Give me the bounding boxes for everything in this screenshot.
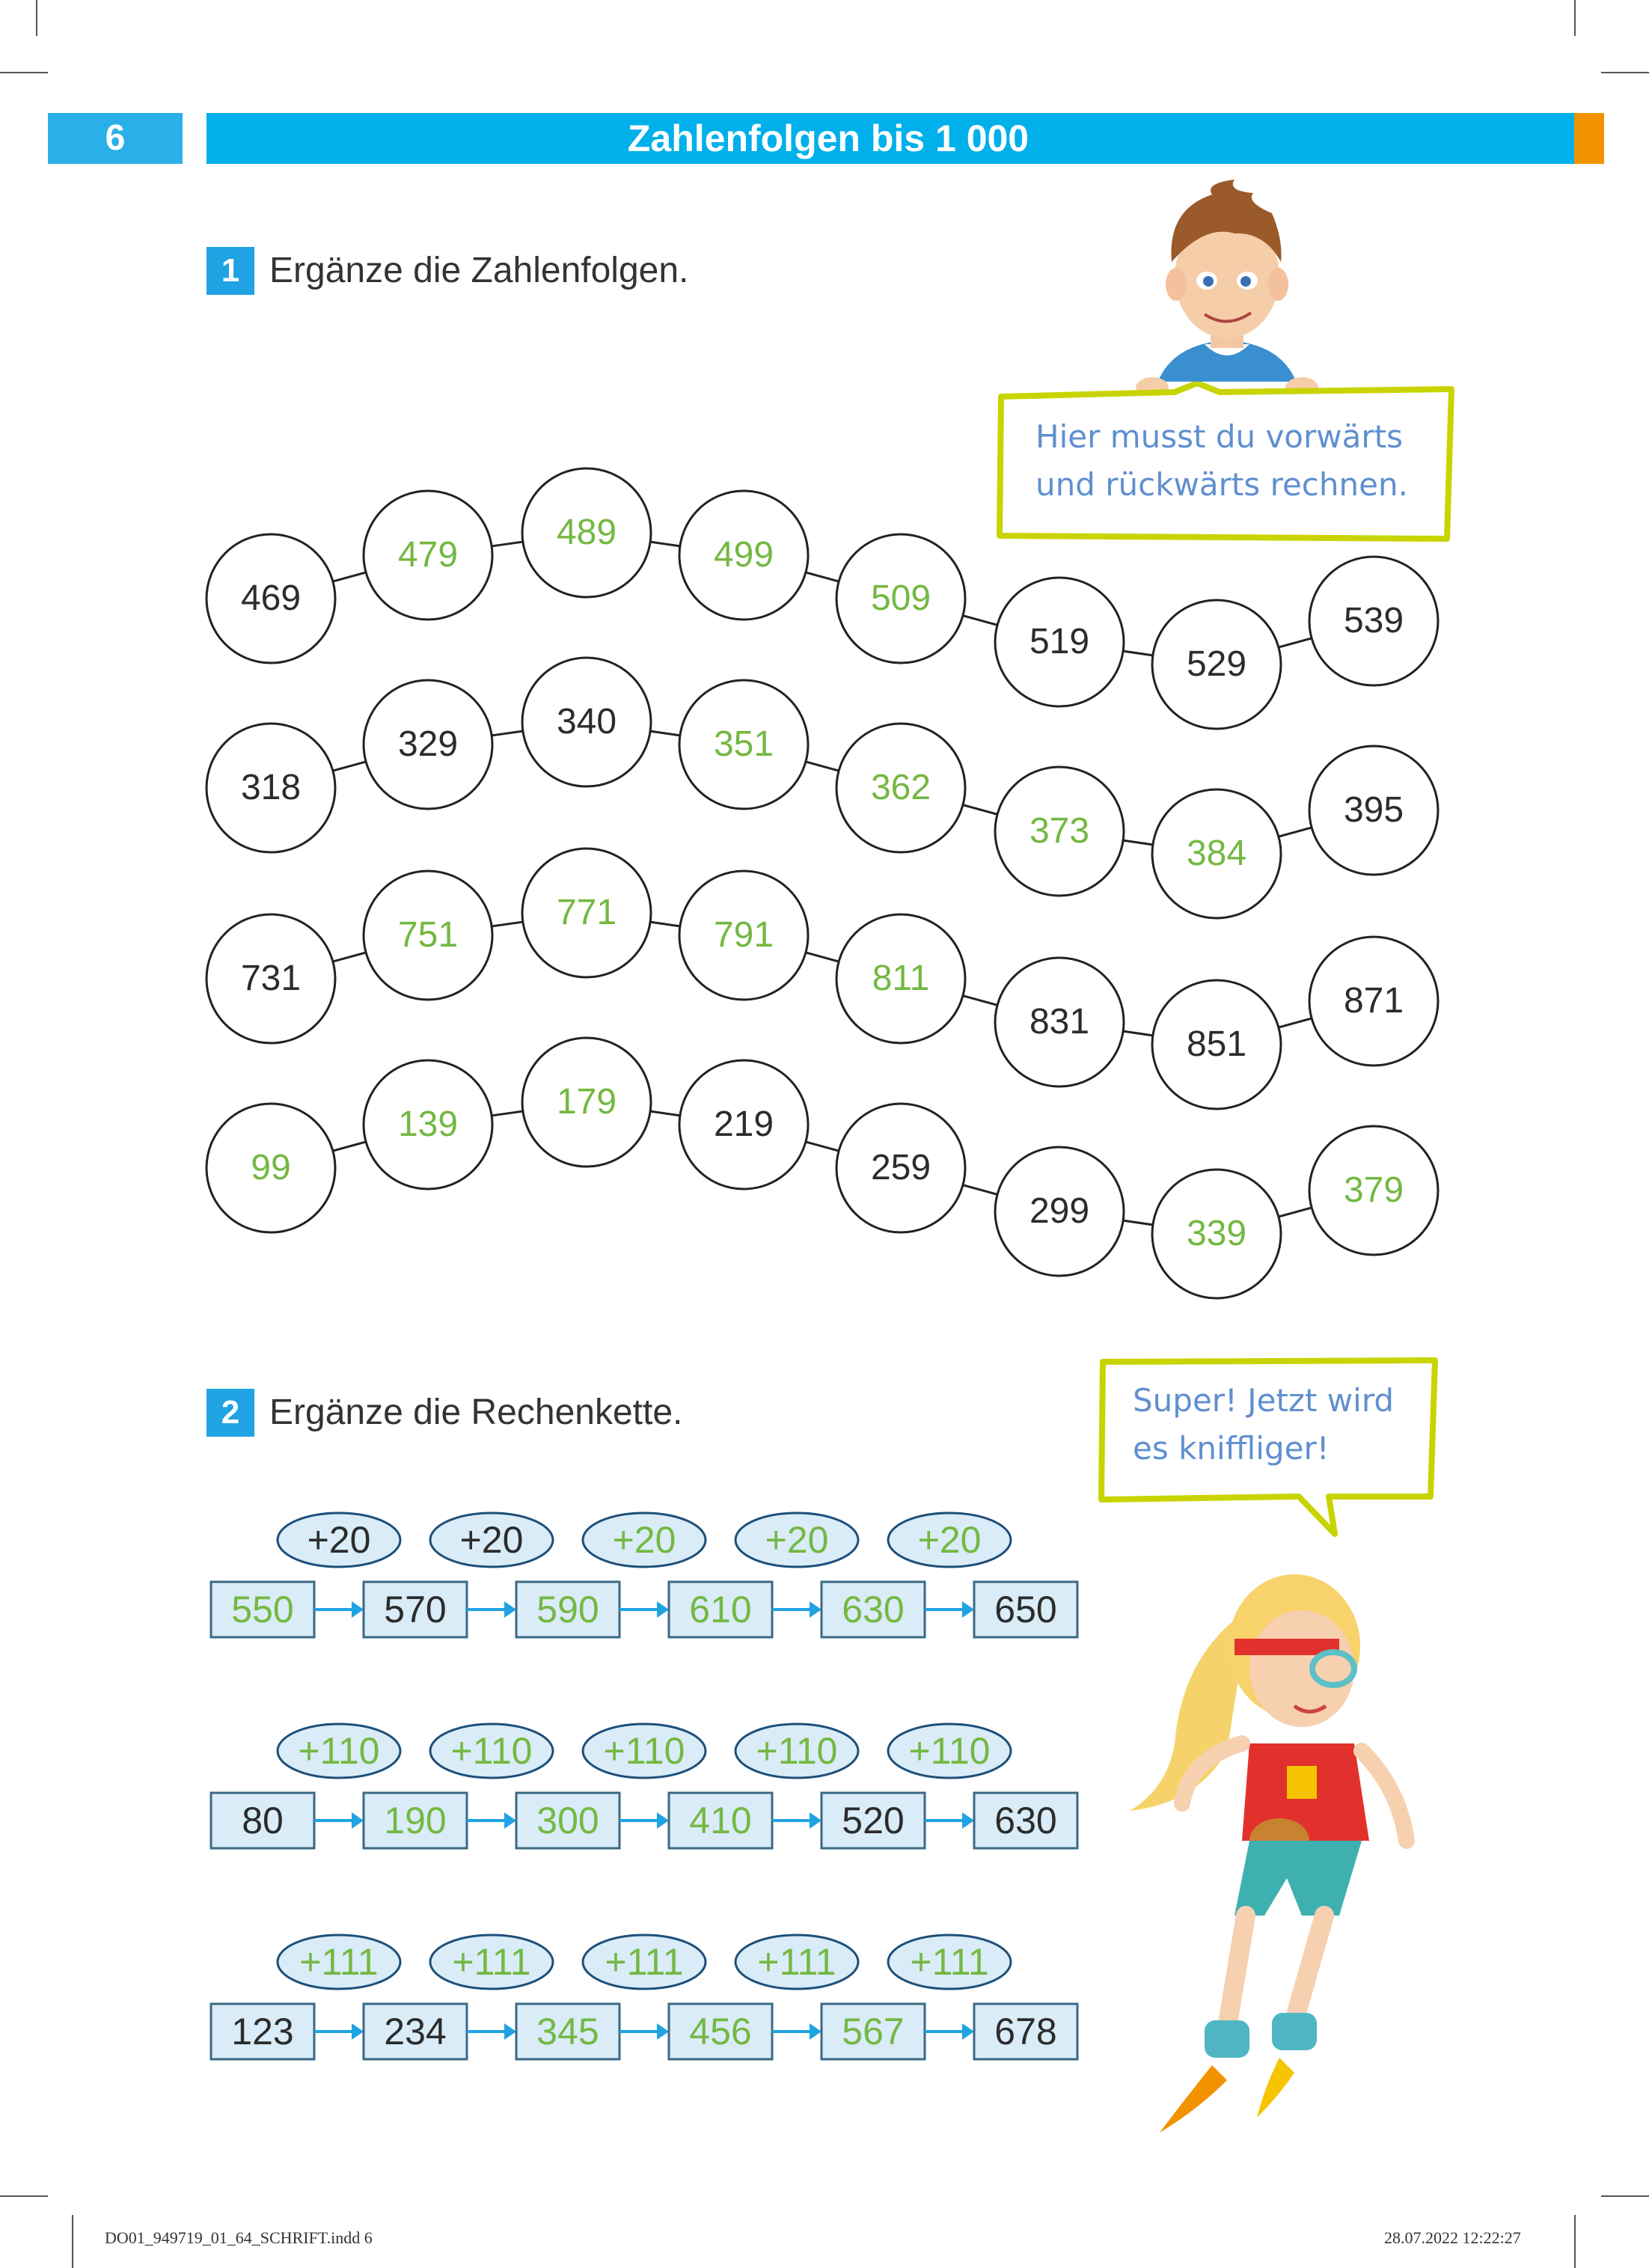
operator-value: +111 [910, 1941, 989, 1983]
chain-box-value: 234 [384, 2011, 447, 2052]
circle-value: 469 [240, 578, 302, 618]
circle-value: 179 [556, 1082, 617, 1122]
circle-value: 519 [1029, 622, 1090, 661]
circle-value: 851 [1186, 1024, 1247, 1064]
task-1-number: 1 [206, 247, 254, 295]
operator-value: +20 [917, 1519, 982, 1561]
operator-value: +110 [756, 1730, 838, 1772]
operator-value: +20 [459, 1519, 524, 1561]
chain-arrowhead [962, 1601, 974, 1618]
task-2-number: 2 [206, 1389, 254, 1437]
circle-value: 479 [397, 535, 459, 575]
chain-box-value: 570 [384, 1589, 447, 1630]
circle-value: 259 [870, 1148, 931, 1188]
circle-value: 811 [872, 959, 930, 998]
bubble-1-line-1: Hier musst du vorwärts [1035, 418, 1403, 455]
chain-box-value: 520 [842, 1800, 905, 1841]
task-2-instruction: Ergänze die Rechenkette. [269, 1393, 683, 1432]
operator-value: +111 [605, 1941, 684, 1983]
circle-value: 489 [556, 513, 617, 552]
operator-value: +110 [298, 1730, 380, 1772]
chain-arrowhead [657, 2023, 669, 2040]
operator-value: +110 [908, 1730, 991, 1772]
operator-value: +111 [299, 1941, 379, 1983]
circle-value: 340 [556, 702, 617, 742]
chain-arrowhead [657, 1601, 669, 1618]
chain-arrowhead [657, 1812, 669, 1829]
circle-value: 373 [1029, 811, 1090, 851]
circle-value: 219 [713, 1104, 774, 1144]
chain-box-value: 567 [842, 2011, 905, 2052]
chain-arrowhead [962, 1812, 974, 1829]
chain-box-value: 630 [994, 1800, 1057, 1841]
circle-value: 379 [1343, 1170, 1404, 1210]
operator-value: +110 [450, 1730, 533, 1772]
chain-box-value: 123 [231, 2011, 294, 2052]
chain-box-value: 80 [242, 1800, 284, 1841]
circle-value: 395 [1343, 790, 1404, 830]
chain-box-value: 300 [536, 1800, 599, 1841]
circle-value: 539 [1343, 601, 1404, 641]
chain-box-value: 410 [689, 1800, 752, 1841]
circle-value: 499 [713, 535, 774, 575]
footer-file-info: DO01_949719_01_64_SCHRIFT.indd 6 [105, 2228, 373, 2247]
circle-value: 362 [870, 768, 931, 807]
operator-value: +20 [612, 1519, 676, 1561]
chain-box-value: 550 [231, 1589, 294, 1630]
chain-box-value: 590 [536, 1589, 599, 1630]
crop-mark [72, 2215, 73, 2268]
operator-value: +111 [452, 1941, 531, 1983]
operator-value: +20 [765, 1519, 829, 1561]
circle-value: 299 [1029, 1191, 1090, 1231]
circle-value: 99 [251, 1148, 291, 1188]
chain-arrowhead [504, 1812, 516, 1829]
chain-box-value: 610 [689, 1589, 752, 1630]
circle-value: 139 [397, 1104, 459, 1144]
chain-arrowhead [504, 1601, 516, 1618]
operator-value: +110 [603, 1730, 685, 1772]
circle-value: 831 [1029, 1002, 1090, 1042]
bubble-2-line-2: es kniffliger! [1133, 1430, 1330, 1467]
footer-timestamp: 28.07.2022 12:22:27 [1384, 2228, 1521, 2247]
circle-value: 529 [1186, 644, 1247, 684]
circle-value: 318 [240, 768, 302, 807]
chain-box-value: 345 [536, 2011, 599, 2052]
circle-value: 771 [556, 893, 617, 932]
chain-box-value: 456 [689, 2011, 752, 2052]
chain-arrowhead [810, 1601, 822, 1618]
circle-value: 351 [713, 724, 774, 764]
chain-box-value: 190 [384, 1800, 447, 1841]
circle-value: 871 [1343, 981, 1404, 1021]
chain-arrowhead [810, 1812, 822, 1829]
circle-value: 791 [713, 915, 774, 955]
girl-illustration [1115, 1564, 1459, 2148]
chain-box-value: 678 [994, 2011, 1057, 2052]
crop-mark [1574, 2215, 1576, 2268]
chain-box-value: 630 [842, 1589, 905, 1630]
circle-value: 731 [240, 959, 302, 998]
page-title: Zahlenfolgen bis 1 000 [627, 117, 1030, 159]
chain-arrowhead [962, 2023, 974, 2040]
crop-mark [0, 2195, 48, 2197]
bubble-2-line-1: Super! Jetzt wird [1133, 1382, 1395, 1419]
circle-value: 751 [397, 915, 459, 955]
chain-arrowhead [352, 2023, 364, 2040]
circle-value: 339 [1186, 1214, 1247, 1253]
circle-value: 384 [1186, 834, 1247, 873]
chain-arrowhead [504, 2023, 516, 2040]
page-number: 6 [105, 118, 126, 158]
task-1-instruction: Ergänze die Zahlenfolgen. [269, 251, 689, 290]
chain-arrowhead [352, 1601, 364, 1618]
bubble-1-line-2: und rückwärts rechnen. [1035, 466, 1408, 503]
chain-arrowhead [352, 1812, 364, 1829]
circle-value: 329 [397, 724, 459, 764]
circle-value: 509 [870, 578, 931, 618]
chain-box-value: 650 [994, 1589, 1057, 1630]
operator-value: +20 [307, 1519, 371, 1561]
crop-mark [1601, 2195, 1649, 2197]
chain-arrowhead [810, 2023, 822, 2040]
operator-value: +111 [757, 1941, 836, 1983]
